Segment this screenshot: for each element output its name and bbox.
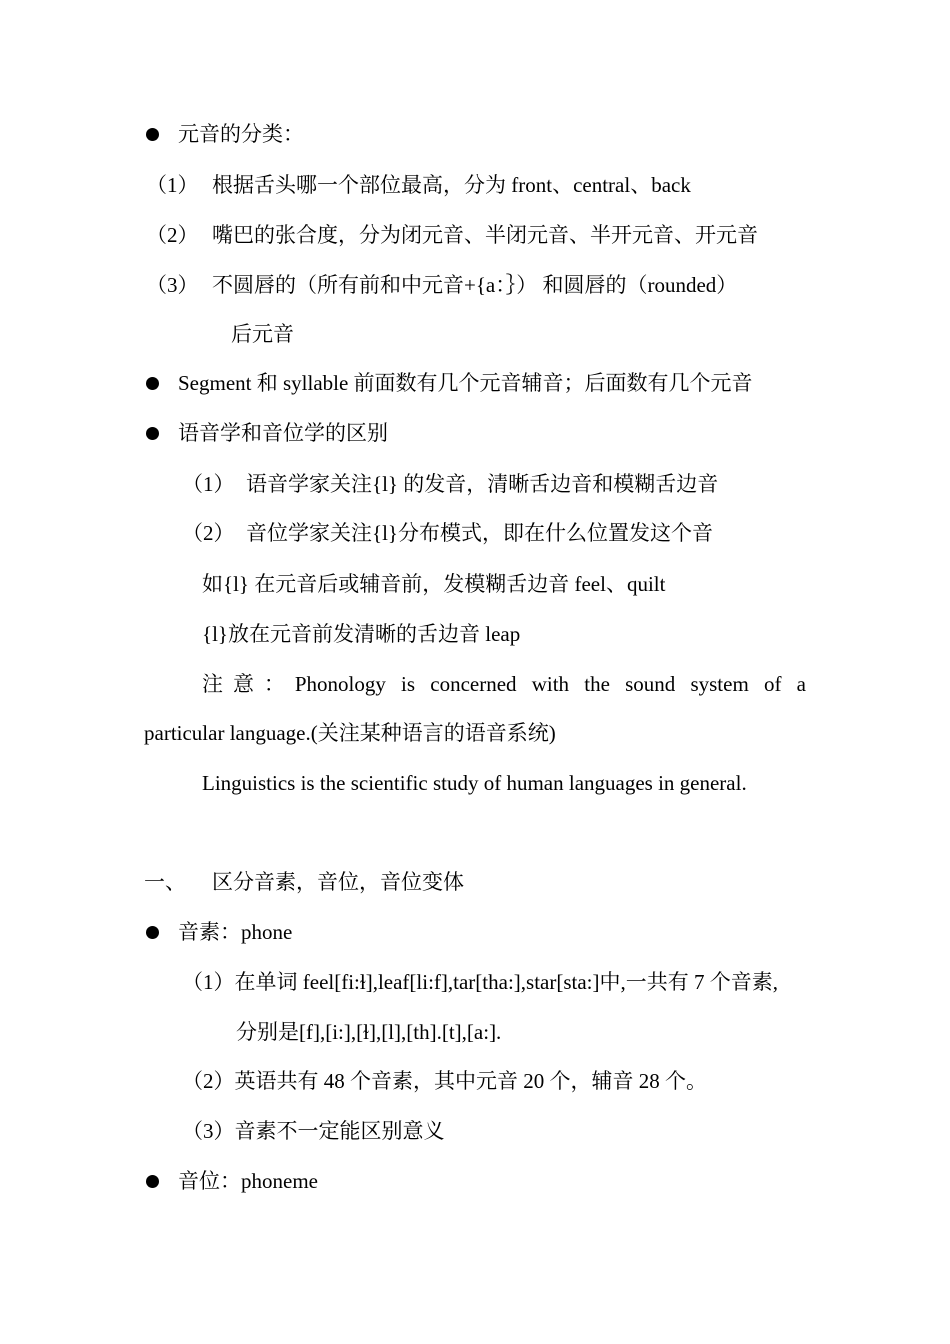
vowel-classification-heading: 元音的分类：: [178, 122, 304, 146]
section-one-number: 一、: [144, 870, 186, 894]
dark-l-example: 如{l} 在元音后或辅音前，发模糊舌边音 feel、quilt: [202, 572, 666, 596]
vowel-item-3-number: （3）: [146, 273, 199, 297]
linguistics-definition: Linguistics is the scientific study of human languages in general.: [202, 771, 747, 795]
bullet-icon: [146, 128, 159, 141]
phone-item-1-line-1: （1）在单词 feel[fi:ɫ],leaf[li:f],tar[tha:],star[sta:]中,一共有 7 个音素,: [182, 970, 778, 994]
section-one-title: 区分音素，音位，音位变体: [212, 870, 464, 894]
segment-syllable-note: Segment 和 syllable 前面数有几个元音辅音；后面数有几个元音: [178, 371, 753, 395]
bullet-icon: [146, 377, 159, 390]
phone-item-3: （3）音素不一定能区别意义: [182, 1119, 445, 1143]
phonetics-item-1-text: 语音学家关注{l} 的发音，清晰舌边音和模糊舌边音: [246, 472, 719, 496]
phonology-item-2-number: （2）: [182, 521, 235, 545]
phone-item-1-line-2: 分别是[f],[i:],[ɫ],[l],[th].[t],[a:].: [236, 1020, 502, 1044]
vowel-item-3-continuation: 后元音: [231, 322, 294, 346]
phone-item-2: （2）英语共有 48 个音素，其中元音 20 个，辅音 28 个。: [182, 1069, 707, 1093]
vowel-item-3-text: 不圆唇的（所有前和中元音+{a：｝） 和圆唇的（rounded）: [212, 273, 738, 297]
phonetics-phonology-heading: 语音学和音位学的区别: [178, 421, 388, 445]
phonology-item-2-text: 音位学家关注{l}分布模式，即在什么位置发这个音: [246, 521, 713, 545]
phone-heading: 音素：phone: [178, 920, 293, 944]
phonology-note-line-1: 注意：Phonology is concerned with the sound system of a: [202, 672, 806, 696]
phonetics-item-1-number: （1）: [182, 472, 235, 496]
vowel-item-2-number: （2）: [146, 223, 199, 247]
bullet-icon: [146, 926, 159, 939]
vowel-item-1-number: （1）: [146, 173, 199, 197]
vowel-item-1-text: 根据舌头哪一个部位最高，分为 front、central、back: [212, 173, 691, 197]
phoneme-heading: 音位：phoneme: [178, 1169, 318, 1193]
vowel-item-2-text: 嘴巴的张合度，分为闭元音、半闭元音、半开元音、开元音: [212, 223, 758, 247]
phonology-note-line-2: particular language.(关注某种语言的语音系统): [144, 721, 556, 745]
bullet-icon: [146, 1175, 159, 1188]
bullet-icon: [146, 427, 159, 440]
clear-l-example: {l}放在元音前发清晰的舌边音 leap: [202, 622, 521, 646]
